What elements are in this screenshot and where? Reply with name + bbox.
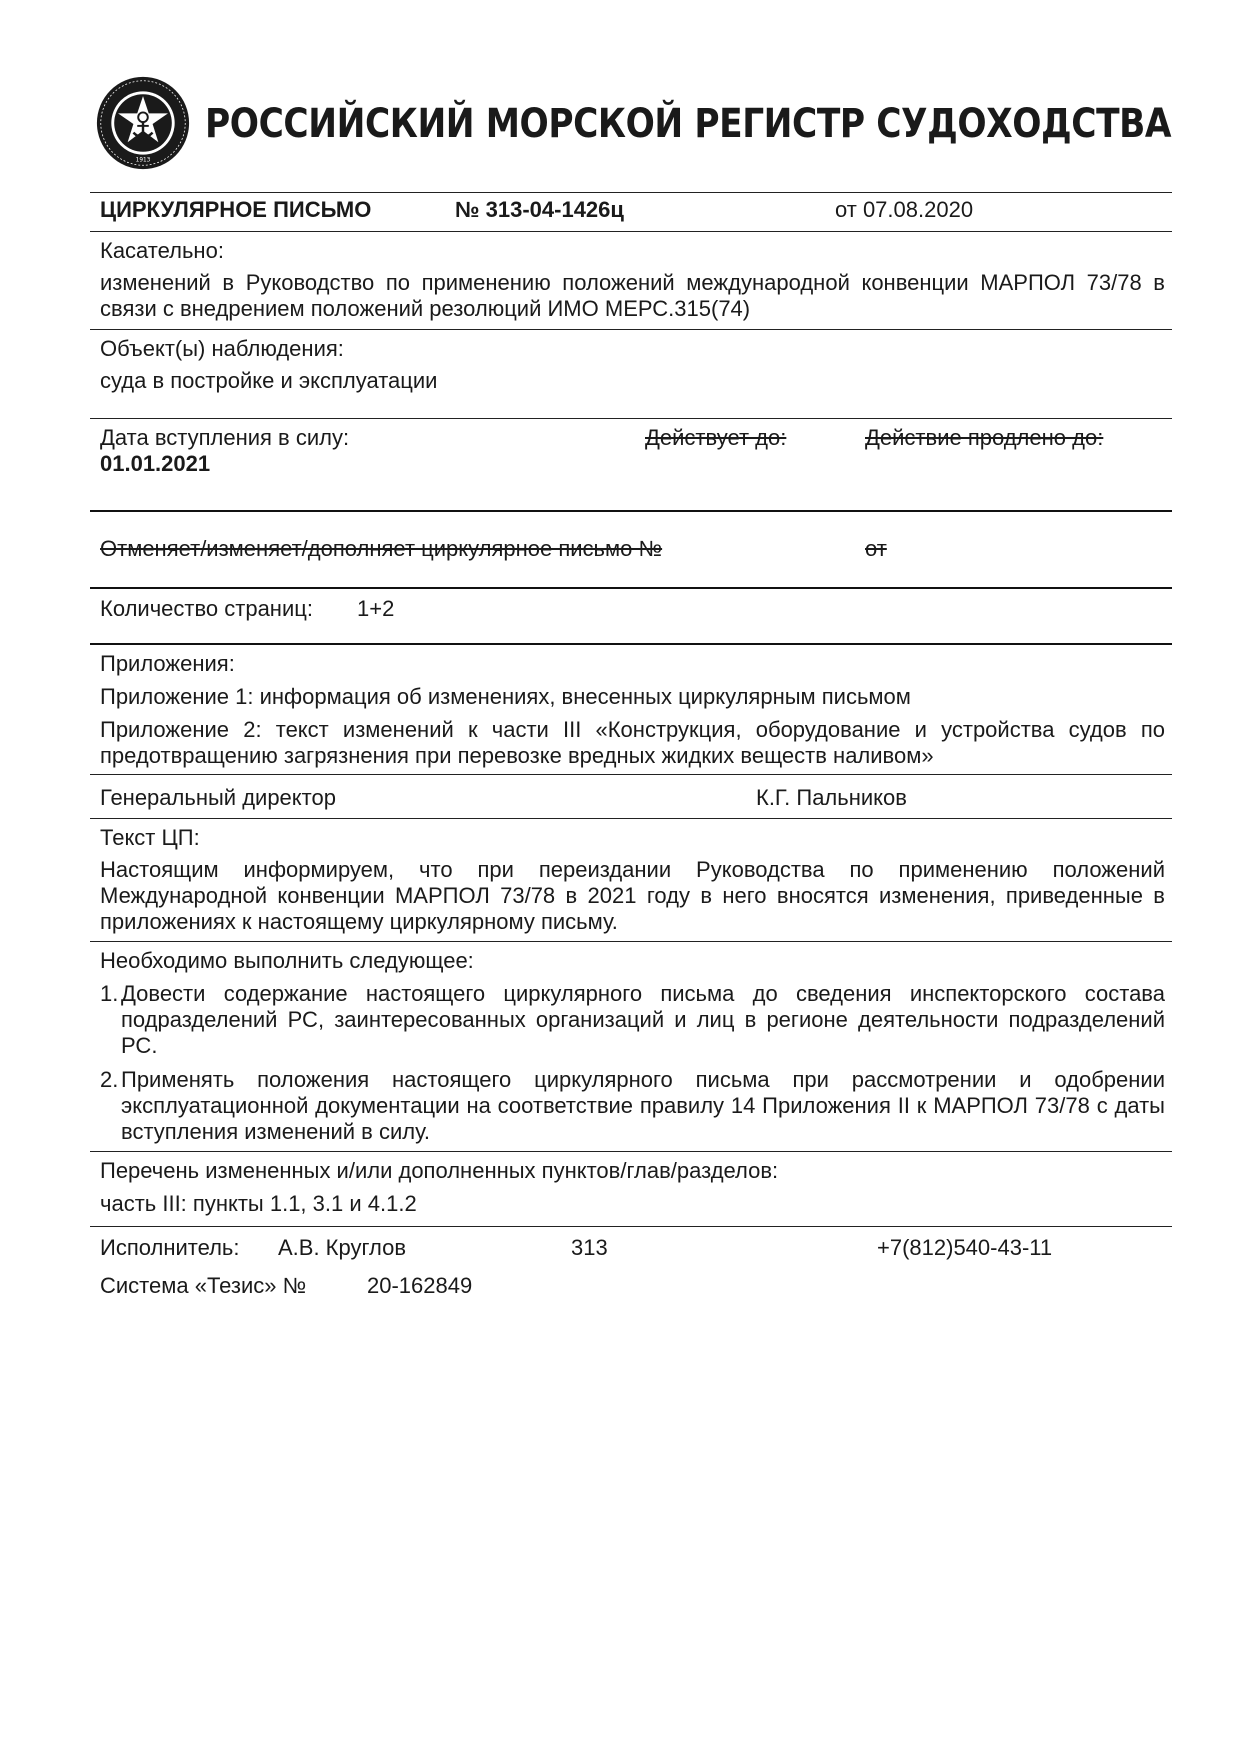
divider: [90, 510, 1172, 512]
attachments-label: Приложения:: [100, 651, 235, 676]
objects-label: Объект(ы) наблюдения:: [100, 336, 344, 361]
changes-label: Перечень измененных и/или дополненных пунктов/глав/разделов:: [100, 1158, 779, 1183]
system-label: Система «Тезис» №: [100, 1273, 307, 1298]
replaces-from-label: от: [865, 536, 887, 561]
divider: [90, 192, 1172, 193]
extended-until-label: Действие продлено до:: [865, 425, 1104, 450]
divider: [90, 231, 1172, 232]
system-number: 20-162849: [367, 1273, 473, 1298]
effective-date-label: Дата вступления в силу:: [100, 425, 350, 450]
divider: [90, 818, 1172, 819]
divider: [90, 587, 1172, 589]
actions-label: Необходимо выполнить следующее:: [100, 948, 474, 973]
attachment-1: Приложение 1: информация об изменениях, внесенных циркулярным письмом: [100, 684, 911, 709]
signatory-name: К.Г. Пальников: [756, 785, 907, 810]
letter-type: ЦИРКУЛЯРНОЕ ПИСЬМО: [100, 197, 372, 222]
executor-phone: +7(812)540-43-11: [877, 1235, 1053, 1260]
action-item: Применять положения настоящего циркулярного письма при рассмотрении и одобрении эксплуатационной документации на соответствие правилу 14 Приложения II к МАРПОЛ 73/78 с даты вступления изменений в силу.: [121, 1067, 1165, 1144]
executor-label: Исполнитель:: [100, 1235, 240, 1260]
page-count-label: Количество страниц:: [100, 596, 313, 621]
body-text: Настоящим информируем, что при переиздании Руководства по применению положений Международной конвенции МАРПОЛ 73/78 в 2021 году в него вносятся изменения, приведенные в приложениях к настоящему циркулярному письму.: [100, 857, 1165, 934]
signatory-position: Генеральный директор: [100, 785, 336, 810]
objects-text: суда в постройке и эксплуатации: [100, 368, 438, 393]
rs-emblem-logo: [95, 75, 191, 171]
effective-date-value: 01.01.2021: [100, 451, 211, 476]
letterhead: [95, 75, 1172, 175]
divider: [90, 774, 1172, 775]
organization-name: РОССИЙСКИЙ МОРСКОЙ РЕГИСТР СУДОХОДСТВА: [205, 101, 1172, 147]
executor-department: 313: [571, 1235, 608, 1260]
action-number: 2.: [100, 1067, 119, 1092]
changes-text: часть III: пункты 1.1, 3.1 и 4.1.2: [100, 1191, 417, 1216]
valid-until-label: Действует до:: [645, 425, 787, 450]
executor-name: А.В. Круглов: [278, 1235, 407, 1260]
replaces-label: Отменяет/изменяет/дополняет циркулярное письмо №: [100, 536, 663, 561]
divider: [90, 1226, 1172, 1227]
body-label: Текст ЦП:: [100, 825, 200, 850]
subject-text: изменений в Руководство по применению положений международной конвенции МАРПОЛ 73/78 в связи с внедрением положений резолюций ИМО МЕРС.315(74): [100, 270, 1165, 321]
subject-label: Касательно:: [100, 238, 224, 263]
svg-text:1913: 1913: [135, 157, 151, 164]
page-count-value: 1+2: [357, 596, 395, 621]
divider: [90, 418, 1172, 419]
divider: [90, 941, 1172, 942]
action-number: 1.: [100, 981, 119, 1006]
attachment-2: Приложение 2: текст изменений к части III «Конструкция, оборудование и устройства судов по предотвращению загрязнения при перевозке вредных жидких веществ наливом»: [100, 717, 1165, 768]
divider: [90, 643, 1172, 645]
divider: [90, 1151, 1172, 1152]
divider: [90, 329, 1172, 330]
letter-date: от 07.08.2020: [835, 197, 974, 222]
letter-number: № 313-04-1426ц: [455, 197, 624, 222]
action-item: Довести содержание настоящего циркулярного письма до сведения инспекторского состава подразделений РС, заинтересованных организаций и лиц в регионе деятельности подразделений РС.: [121, 981, 1165, 1058]
